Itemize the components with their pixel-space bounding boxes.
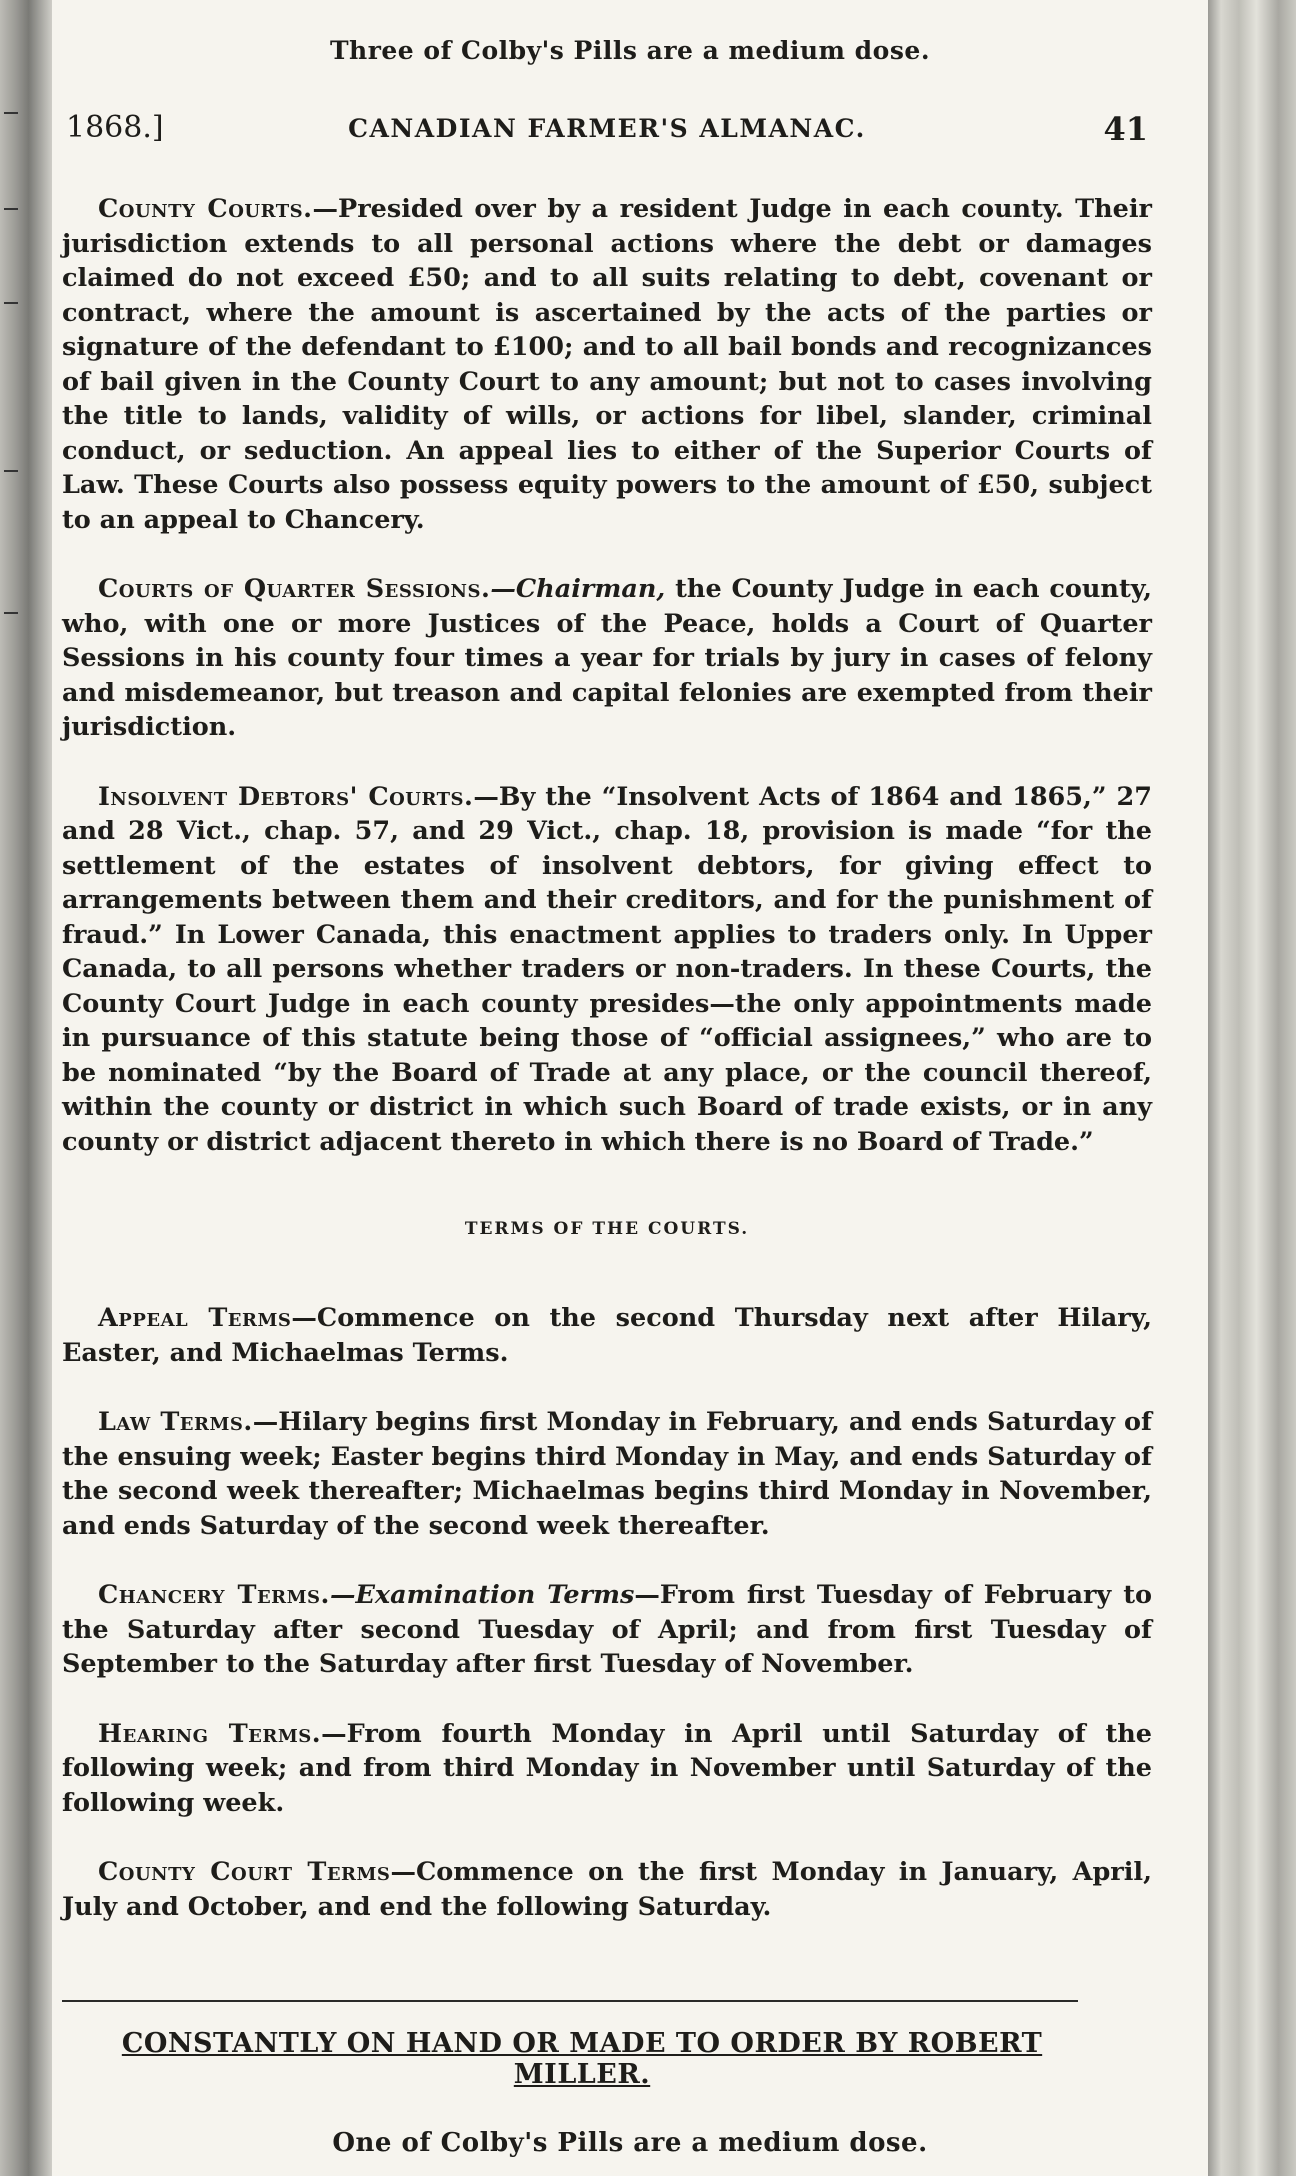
paragraph-heading: Insolvent Debtors' Courts. bbox=[98, 781, 474, 812]
header-title: CANADIAN FARMER'S ALMANAC. bbox=[348, 114, 866, 143]
header-year: 1868.] bbox=[66, 110, 164, 145]
paragraph-italic: —Chairman, bbox=[490, 574, 666, 604]
paragraph-quarter-sessions bbox=[62, 572, 1152, 745]
term-county-court bbox=[62, 1855, 1152, 1924]
spine-mark bbox=[4, 208, 18, 210]
term-chancery bbox=[62, 1578, 1152, 1682]
spine-mark bbox=[4, 302, 18, 304]
book-spine bbox=[0, 0, 52, 2176]
almanac-page bbox=[52, 0, 1208, 2176]
term-heading: Law Terms. bbox=[98, 1407, 253, 1437]
paragraph-heading: Courts of Quarter Sessions. bbox=[98, 574, 491, 604]
running-header bbox=[66, 110, 1148, 150]
term-hearing bbox=[62, 1717, 1152, 1821]
term-law bbox=[62, 1405, 1152, 1543]
section-title: TERMS OF THE COURTS. bbox=[464, 1219, 750, 1239]
spine-mark bbox=[4, 612, 18, 614]
term-heading: Appeal Terms bbox=[98, 1303, 292, 1333]
footer-advertisement: CONSTANTLY ON HAND OR MADE TO ORDER BY ROBERT MILLER. bbox=[121, 2028, 1043, 2090]
spine-mark bbox=[4, 112, 18, 114]
term-italic: —Examination Terms bbox=[329, 1580, 635, 1610]
paragraph-text: the County Judge in each county, who, with one or more Justices of the Peace, holds a Court of Quarter Sessions in his county four times a year for trials by jury in cases of felony and misdemeanor, but treason and capital felonies are exempted from their jurisdiction. bbox=[62, 574, 1153, 742]
term-text: —From fourth Monday in April until Saturday of the following week; and from third Monday in November until Saturday of the following week. bbox=[62, 1718, 1152, 1818]
term-text: —Commence on the first Monday in January, April, July and October, and end the following Saturday. bbox=[62, 1857, 1152, 1922]
term-appeal bbox=[62, 1301, 1152, 1370]
spine-mark bbox=[4, 470, 18, 472]
term-heading: Chancery Terms. bbox=[98, 1580, 330, 1610]
page-edges bbox=[1208, 0, 1296, 2176]
term-text: —From first Tuesday of February to the Saturday after second Tuesday of April; and from first Tuesday of September to the Saturday after first Tuesday of November. bbox=[62, 1580, 1152, 1679]
term-text: —Commence on the second Thursday next after Hilary, Easter, and Michaelmas Terms. bbox=[62, 1303, 1152, 1368]
term-heading: County Court Terms bbox=[98, 1857, 391, 1887]
paragraph-heading: County Courts. bbox=[98, 194, 313, 224]
term-text: —Hilary begins first Monday in February, and ends Saturday of the ensuing week; Easter begins third Monday in May, and ends Saturday of the second week thereafter; Michaelmas begins third Monday in November, and ends Saturday of the second week thereafter. bbox=[62, 1407, 1152, 1541]
paragraph-text: —By the “Insolvent Acts of 1864 and 1865,” 27 and 28 Vict., chap. 57, and 29 Vict., chap. 18, provision is made “for the settlement of the estates of insolvent debtors, for giving effect to arrangements between them and their creditors, and for the punishment of fraud.” In Lower Canada, this enactment applies to traders only. In Upper Canada, to all persons whether traders or non-traders. In these Courts, the County Court Judge in each county presides—the only appointments made in pursuance of this statute being those of “official assignees,” who are to be nominated “by the Board of Trade at any place, or the council thereof, within the county or district in which such Board of trade exists, or in any county or district adjacent thereto in which there is no Board of Trade.” bbox=[62, 781, 1152, 1157]
term-heading: Hearing Terms. bbox=[98, 1718, 322, 1749]
paragraph-county-courts bbox=[62, 192, 1152, 537]
page-number: 41 bbox=[1103, 110, 1148, 148]
paragraph-text: —Presided over by a resident Judge in each county. Their jurisdiction extends to all personal actions where the debt or damages claimed do not exceed £50; and to all suits relating to debt, covenant or contract, where the amount is ascertained by the acts of the parties or signature of the defendant to £100; and to all bail bonds and recognizances of bail given in the County Court to any amount; but not to cases involving the title to lands, validity of wills, or actions for libel, slander, criminal conduct, or seduction. An appeal lies to either of the Superior Courts of Law. These Courts also possess equity powers to the amount of £50, subject to an appeal to Chancery. bbox=[62, 194, 1152, 535]
paragraph-insolvent-debtors bbox=[62, 780, 1152, 1160]
page-body bbox=[62, 192, 1152, 1959]
top-advertisement: Three of Colby's Pills are a medium dose. bbox=[329, 36, 931, 65]
divider-rule bbox=[62, 2000, 1078, 2002]
bottom-advertisement: One of Colby's Pills are a medium dose. bbox=[332, 2128, 928, 2158]
